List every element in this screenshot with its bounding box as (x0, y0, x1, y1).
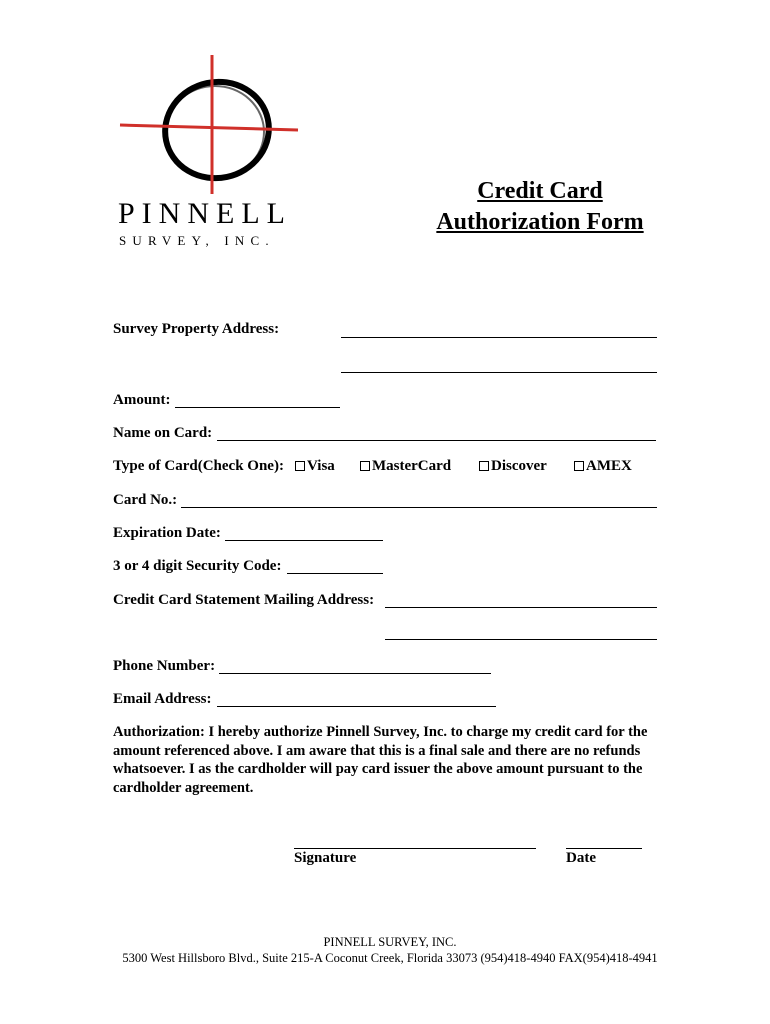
mailing-address-label: Credit Card Statement Mailing Address: (113, 592, 375, 608)
amex-option[interactable] (574, 458, 632, 475)
card-type-label: Type of Card(Check One): (113, 458, 284, 474)
mastercard-option[interactable] (360, 458, 451, 475)
authorization-statement: Authorization: I hereby authorize Pinnell Survey, Inc. to charge my credit card for the amount referenced above. I am aware that this is a final sale and there are no refunds whatsoever. I as the cardholder will pay card issuer the above amount pursuant to the cardholder agreement. (113, 724, 648, 796)
security-code-label: 3 or 4 digit Security Code: (113, 558, 282, 574)
email-address-label: Email Address: (113, 691, 212, 707)
card-number-label: Card No.: (113, 492, 178, 508)
mailing-address-line-1[interactable] (385, 607, 657, 608)
mastercard-checkbox[interactable] (360, 461, 370, 471)
amex-label: AMEX (586, 458, 632, 474)
expiration-date-label: Expiration Date: (113, 525, 221, 541)
date-line[interactable] (566, 848, 642, 849)
expiration-date-field[interactable] (225, 540, 383, 541)
survey-address-line-1[interactable] (341, 337, 657, 338)
amex-checkbox[interactable] (574, 461, 584, 471)
form-title-line1: Credit Card (477, 178, 603, 204)
footer-address: 5300 West Hillsboro Blvd., Suite 215-A Coconut Creek, Florida 33073 (954)418-4940 FAX(954)418-4941 (122, 951, 658, 965)
logo-mark-icon (112, 52, 317, 197)
logo-name: PINNELL (118, 197, 292, 230)
footer-company: PINNELL SURVEY, INC. (323, 935, 457, 949)
visa-label: Visa (307, 458, 335, 474)
signature-line[interactable] (294, 848, 536, 849)
mastercard-label: MasterCard (372, 458, 452, 474)
phone-number-field[interactable] (219, 673, 491, 674)
amount-field[interactable] (175, 407, 340, 408)
email-address-field[interactable] (217, 706, 496, 707)
signature-label: Signature (294, 850, 357, 866)
name-on-card-field[interactable] (217, 440, 656, 441)
visa-option[interactable] (295, 458, 335, 475)
name-on-card-label: Name on Card: (113, 425, 213, 441)
form-title-line2: Authorization Form (436, 209, 644, 235)
discover-label: Discover (491, 458, 547, 474)
discover-option[interactable] (479, 458, 547, 475)
company-logo (112, 52, 317, 248)
date-label: Date (566, 850, 596, 866)
card-number-field[interactable] (181, 507, 657, 508)
security-code-field[interactable] (287, 573, 383, 574)
survey-address-line-2[interactable] (341, 372, 657, 373)
amount-label: Amount: (113, 392, 171, 408)
visa-checkbox[interactable] (295, 461, 305, 471)
phone-number-label: Phone Number: (113, 658, 216, 674)
survey-address-label: Survey Property Address: (113, 321, 280, 337)
mailing-address-line-2[interactable] (385, 639, 657, 640)
logo-subtitle: SURVEY, INC. (119, 233, 275, 248)
discover-checkbox[interactable] (479, 461, 489, 471)
